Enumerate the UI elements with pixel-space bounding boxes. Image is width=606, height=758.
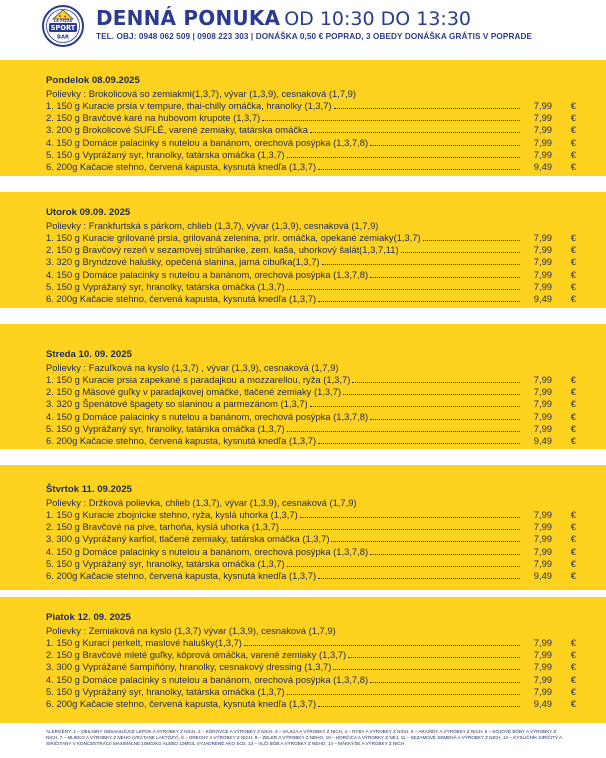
dot-leader: [423, 240, 520, 241]
menu-item-text: 2. 150 g Bravčové karé na hubovom krupote (1,3,7): [46, 112, 261, 124]
currency-symbol: €: [570, 434, 576, 446]
menu-item: [46, 637, 576, 649]
menu-item-text: 6. 200g Kačacie stehno, červená kapusta, kysnutá knedľa (1,3,7): [46, 434, 317, 446]
currency-symbol: €: [570, 280, 576, 292]
day-section: [0, 60, 606, 176]
day-content: [46, 74, 576, 173]
dot-leader: [287, 157, 520, 158]
menu-item-text: 3. 320 g Bryndzové halušky, opečená slanina, jarná cibuľka(1,3,7): [46, 256, 320, 268]
currency-symbol: €: [570, 160, 576, 172]
currency-symbol: €: [570, 661, 576, 673]
currency-symbol: €: [570, 533, 576, 545]
currency-symbol: €: [570, 649, 576, 661]
menu-item-text: 5. 150 g Vyprážaný syr, hranolky, tatárska omáčka (1,3,7): [46, 685, 285, 697]
day-title: Štvrtok 11. 09.2025: [46, 484, 132, 495]
dot-leader: [287, 566, 520, 567]
menu-item-price: 7,99: [533, 410, 552, 422]
menu-item-text: 1. 150 g Kuracie prsia zapekané s paradajkou a mozzarellou, ryža (1,3,7): [46, 374, 351, 385]
menu-item-price: 7,99: [533, 661, 552, 673]
dot-leader: [348, 657, 520, 658]
currency-symbol: €: [570, 148, 576, 160]
menu-item-price: 7,99: [533, 386, 552, 398]
dot-leader: [318, 301, 520, 302]
menu-item-price: 9,49: [533, 434, 552, 446]
dot-leader: [370, 145, 520, 146]
menu-item: [46, 546, 576, 558]
currency-symbol: €: [570, 386, 576, 398]
currency-symbol: €: [570, 374, 576, 385]
menu-item: [46, 256, 576, 268]
menu-item-price: 7,99: [533, 148, 552, 160]
menu-item: [46, 423, 576, 435]
menu-item-price: 7,99: [533, 256, 552, 268]
logo-main-text: SPORT: [50, 24, 76, 32]
menu-item: [46, 100, 576, 112]
menu-item: [46, 232, 576, 244]
menu-item-price: 9,49: [533, 569, 552, 581]
dot-leader: [370, 682, 520, 683]
logo-sub-text: BAR: [57, 34, 69, 41]
menu-item: [46, 558, 576, 570]
currency-symbol: €: [570, 521, 576, 533]
menu-item-price: 7,99: [533, 422, 552, 434]
menu-item-text: 5. 150 g Vyprážaný syr, hranolky, tatárska omáčka (1,3,7): [46, 148, 285, 160]
menu-item: [46, 686, 576, 698]
dot-leader: [244, 645, 520, 646]
dot-leader: [287, 694, 520, 695]
day-content: [46, 611, 576, 710]
currency-symbol: €: [570, 244, 576, 256]
page-title: [96, 6, 471, 30]
currency-symbol: €: [570, 422, 576, 434]
menu-item-price: 7,99: [533, 280, 552, 292]
dot-leader: [370, 554, 520, 555]
menu-item-text: 1. 150 g Kuracie prsia v tempure, thai-chilly omáčka, hranolky (1,3,7): [46, 100, 332, 111]
dot-leader: [318, 443, 520, 444]
dot-leader: [343, 394, 520, 395]
menu-item: [46, 124, 576, 136]
title-hours: OD 10:30 DO 13:30: [284, 8, 472, 30]
currency-symbol: €: [570, 509, 576, 520]
currency-symbol: €: [570, 112, 576, 124]
menu-item-price: 7,99: [533, 136, 552, 148]
dot-leader: [300, 517, 520, 518]
currency-symbol: €: [570, 410, 576, 422]
day-section: [0, 465, 606, 590]
title-main: DENNÁ PONUKA: [96, 6, 281, 30]
menu-item: [46, 521, 576, 533]
day-title: Piatok 12. 09. 2025: [46, 612, 131, 623]
menu-item-price: 9,49: [533, 292, 552, 304]
menu-item-text: 4. 150 g Domáce palacinky s nutelou a banánom, orechová posýpka (1,3,7,8): [46, 545, 369, 557]
dot-leader: [318, 578, 520, 579]
menu-item: [46, 649, 576, 661]
menu-item-price: 7,99: [533, 685, 552, 697]
day-section: [0, 597, 606, 723]
menu-item: [46, 674, 576, 686]
day-title: Streda 10. 09. 2025: [46, 349, 132, 360]
menu-item-text: 6. 200g Kačacie stehno, červená kapusta, kysnutá knedľa (1,3,7): [46, 697, 317, 709]
allergens-note: ALERGÉNY: 1 – OBILNINY OBSAHUJÚCE LEPOK A VÝROBKY Z NICH, 2 – KÔROVCE A VÝROBKY Z NICH, 3 – VAJCIA A VÝROBKY Z NICH, 4 – RYBY A VÝROBKY Z NICH, 5 – ARAŠIDY A VÝROBKY Z NICH, 6 – SÓJOVÉ BÔBY A VÝROBKY Z NICH, 7 – MLIEKO A VÝROBKY Z NEHO (VRÁTANE LAKTÓZY), 8 – ORECHY A VÝROBKY Z NICH, 9 – ZELER A VÝROBKY Z NEHO, 10 – HORČICA A VÝROBKY Z NEJ, 11 – SEZAMOVÉ SEMENÁ A VÝROBKY Z NICH, 12 – KYSLIČNÍK SIRIČITÝ A SIRIČITANY V KONCENTRÁCII MAXIMÁLNE 10MG/KG ALEBO 10MG/L VYJADRENÉ AKO SO2, 13 – VLČÍ BÔB A VÝROBKY Z NEHO, 14 – MÄKKÝŠE A VÝROBKY Z NICH: [46, 729, 562, 746]
menu-item-text: 2. 150 g Bravčový rezeň v sezamovej strúhanke, zem. kaša, uhorkový šalát(1,3,7,11): [46, 244, 399, 256]
menu-item-price: 9,49: [533, 160, 552, 172]
menu-item-price: 7,99: [533, 100, 552, 111]
currency-symbol: €: [570, 685, 576, 697]
dot-leader: [318, 169, 520, 170]
menu-item: [46, 386, 576, 398]
menu-item: [46, 570, 576, 582]
dot-leader: [334, 108, 520, 109]
menu-item-text: 4. 150 g Domáce palacinky s nutelou a banánom, orechová posýpka (1,3,7,8): [46, 268, 369, 280]
currency-symbol: €: [570, 637, 576, 648]
menu-item-text: 1. 150 g Kurací perkelt, maslové halušky(1,3,7): [46, 637, 242, 648]
menu-item: [46, 269, 576, 281]
menu-item-price: 7,99: [533, 649, 552, 661]
day-content: [46, 206, 576, 305]
dot-leader: [322, 264, 520, 265]
menu-item-text: 4. 150 g Domáce palacinky s nutelou a banánom, orechová posýpka (1,3,7,8): [46, 410, 369, 422]
currency-symbol: €: [570, 256, 576, 268]
currency-symbol: €: [570, 268, 576, 280]
currency-symbol: €: [570, 697, 576, 709]
menu-item-price: 7,99: [533, 112, 552, 124]
menu-item-price: 7,99: [533, 374, 552, 385]
menu-item-price: 7,99: [533, 637, 552, 648]
menu-item-price: 7,99: [533, 521, 552, 533]
menu-item: [46, 149, 576, 161]
dot-leader: [318, 706, 520, 707]
menu-item: [46, 435, 576, 447]
currency-symbol: €: [570, 545, 576, 557]
menu-item: [46, 112, 576, 124]
dot-leader: [333, 669, 520, 670]
menu-item-text: 2. 150 g Bravčové mleté guľky, kôprová omáčka, varené zemiaky (1,3,7): [46, 649, 347, 661]
menu-item: [46, 161, 576, 173]
dot-leader: [370, 277, 520, 278]
contact-info: TEL. OBJ: 0948 062 509 | 0908 223 303 | DONÁŠKA 0,50 € POPRAD, 3 OBEDY DONÁŠKA GRÁTIS V POPRADE: [96, 32, 533, 41]
header: [0, 0, 606, 50]
dot-leader: [331, 541, 520, 542]
menu-item-text: 3. 300 g Vyprážané šampiňóny, hranolky, cesnakový dressing (1,3,7): [46, 661, 332, 673]
menu-item-price: 7,99: [533, 533, 552, 545]
menu-item: [46, 137, 576, 149]
menu-item: [46, 509, 576, 521]
menu-item-price: 7,99: [533, 545, 552, 557]
dot-leader: [401, 252, 520, 253]
menu-item-text: 6. 200g Kačacie stehno, červená kapusta, kysnutá knedľa (1,3,7): [46, 292, 317, 304]
currency-symbol: €: [570, 398, 576, 410]
menu-item-text: 6. 200g Kačacie stehno, červená kapusta, kysnutá knedľa (1,3,7): [46, 160, 317, 172]
day-section: [0, 192, 606, 308]
menu-item-text: 5. 150 g Vyprážaný syr, hranolky, tatárska omáčka (1,3,7): [46, 280, 285, 292]
currency-symbol: €: [570, 124, 576, 136]
dot-leader: [281, 529, 520, 530]
menu-item-price: 7,99: [533, 232, 552, 243]
currency-symbol: €: [570, 292, 576, 304]
menu-item: [46, 374, 576, 386]
day-section: [0, 324, 606, 449]
day-title: Utorok 09.09. 2025: [46, 207, 131, 218]
dot-leader: [370, 419, 520, 420]
menu-item-text: 2. 150 g Bravčové na pive, tarhoňa, kyslá uhorka (1,3,7): [46, 521, 279, 533]
currency-symbol: €: [570, 557, 576, 569]
soup-line: Polievky : Fazuľková na kyslo (1,3,7) , vývar (1,3,9), cesnaková (1,7,9): [46, 362, 339, 373]
menu-item-text: 3. 200 g Brokolicové SUFLÉ, varené zemiaky, tatárska omáčka: [46, 124, 308, 136]
soup-line: Polievky : Zemiaková na kyslo (1,3,7) vývar (1,3,9), cesnaková (1,7,9): [46, 625, 336, 636]
menu-item: [46, 398, 576, 410]
dot-leader: [287, 431, 520, 432]
menu-item-price: 7,99: [533, 673, 552, 685]
menu-item: [46, 281, 576, 293]
day-content: [46, 483, 576, 582]
menu-item: [46, 533, 576, 545]
menu-item: [46, 244, 576, 256]
currency-symbol: €: [570, 232, 576, 243]
dot-leader: [262, 120, 520, 121]
logo-top-text: LA PIZZA: [53, 19, 73, 24]
menu-item-price: 7,99: [533, 244, 552, 256]
menu-item-price: 7,99: [533, 398, 552, 410]
menu-item-text: 6. 200g Kačacie stehno, červená kapusta, kysnutá knedľa (1,3,7): [46, 569, 317, 581]
menu-item-price: 7,99: [533, 509, 552, 520]
menu-item: [46, 411, 576, 423]
dot-leader: [352, 382, 520, 383]
menu-item-price: 7,99: [533, 268, 552, 280]
menu-item: [46, 293, 576, 305]
soup-line: Polievky : Brokolicová so zemiakmi(1,3,7), vývar (1,3,9), cesnaková (1,7,9): [46, 88, 357, 99]
menu-item-text: 4. 150 g Domáce palacinky s nutelou a banánom, orechová posýpka (1,3,7,8): [46, 673, 369, 685]
menu-item-text: 5. 150 g Vyprážaný syr, hranolky, tatárska omáčka (1,3,7): [46, 557, 285, 569]
currency-symbol: €: [570, 100, 576, 111]
soup-line: Polievky : Frankfurtská s párkom, chlieb (1,3,7), vývar (1,3,9), cesnaková (1,7,9): [46, 220, 379, 231]
menu-item-price: 7,99: [533, 124, 552, 136]
menu-item-text: 3. 320 g Špenátové špagety so slaninou a parmezánom (1,3,7): [46, 398, 308, 410]
menu-item-text: 2. 150 g Mäsové guľky v paradajkovej omáčke, tlačené zemiaky (1,3,7): [46, 386, 342, 398]
dot-leader: [287, 289, 520, 290]
dot-leader: [310, 406, 520, 407]
soup-line: Polievky : Držková polievka, chlieb (1,3,7), vývar (1,3,9), cesnaková (1,7,9): [46, 497, 357, 508]
la-pizza-sport-bar-logo-icon: [42, 5, 84, 47]
day-content: [46, 348, 576, 447]
day-title: Pondelok 08.09.2025: [46, 75, 140, 86]
menu-item-text: 3. 300 g Vyprážaný karfiol, tlačené zemiaky, tatárska omáčka (1,3,7): [46, 533, 330, 545]
menu-item-price: 7,99: [533, 557, 552, 569]
menu-item-text: 4. 150 g Domáce palacinky s nutelou a banánom, orechová posýpka (1,3,7,8): [46, 136, 369, 148]
menu-item-price: 9,49: [533, 697, 552, 709]
menu-item-text: 1. 150 g Kuracie zbojnícke stehno, ryža, kyslá uhorka (1,3,7): [46, 509, 298, 520]
menu-item-text: 5. 150 g Vyprážaný syr, hranolky, tatárska omáčka (1,3,7): [46, 422, 285, 434]
menu-item: [46, 661, 576, 673]
dot-leader: [310, 132, 520, 133]
currency-symbol: €: [570, 569, 576, 581]
menu-item: [46, 698, 576, 710]
menu-item-text: 1. 150 g Kuracie grilované prsia, grilovaná zelenina, prír. omáčka, opekané zemiaky(1,3,7): [46, 232, 421, 243]
currency-symbol: €: [570, 136, 576, 148]
currency-symbol: €: [570, 673, 576, 685]
